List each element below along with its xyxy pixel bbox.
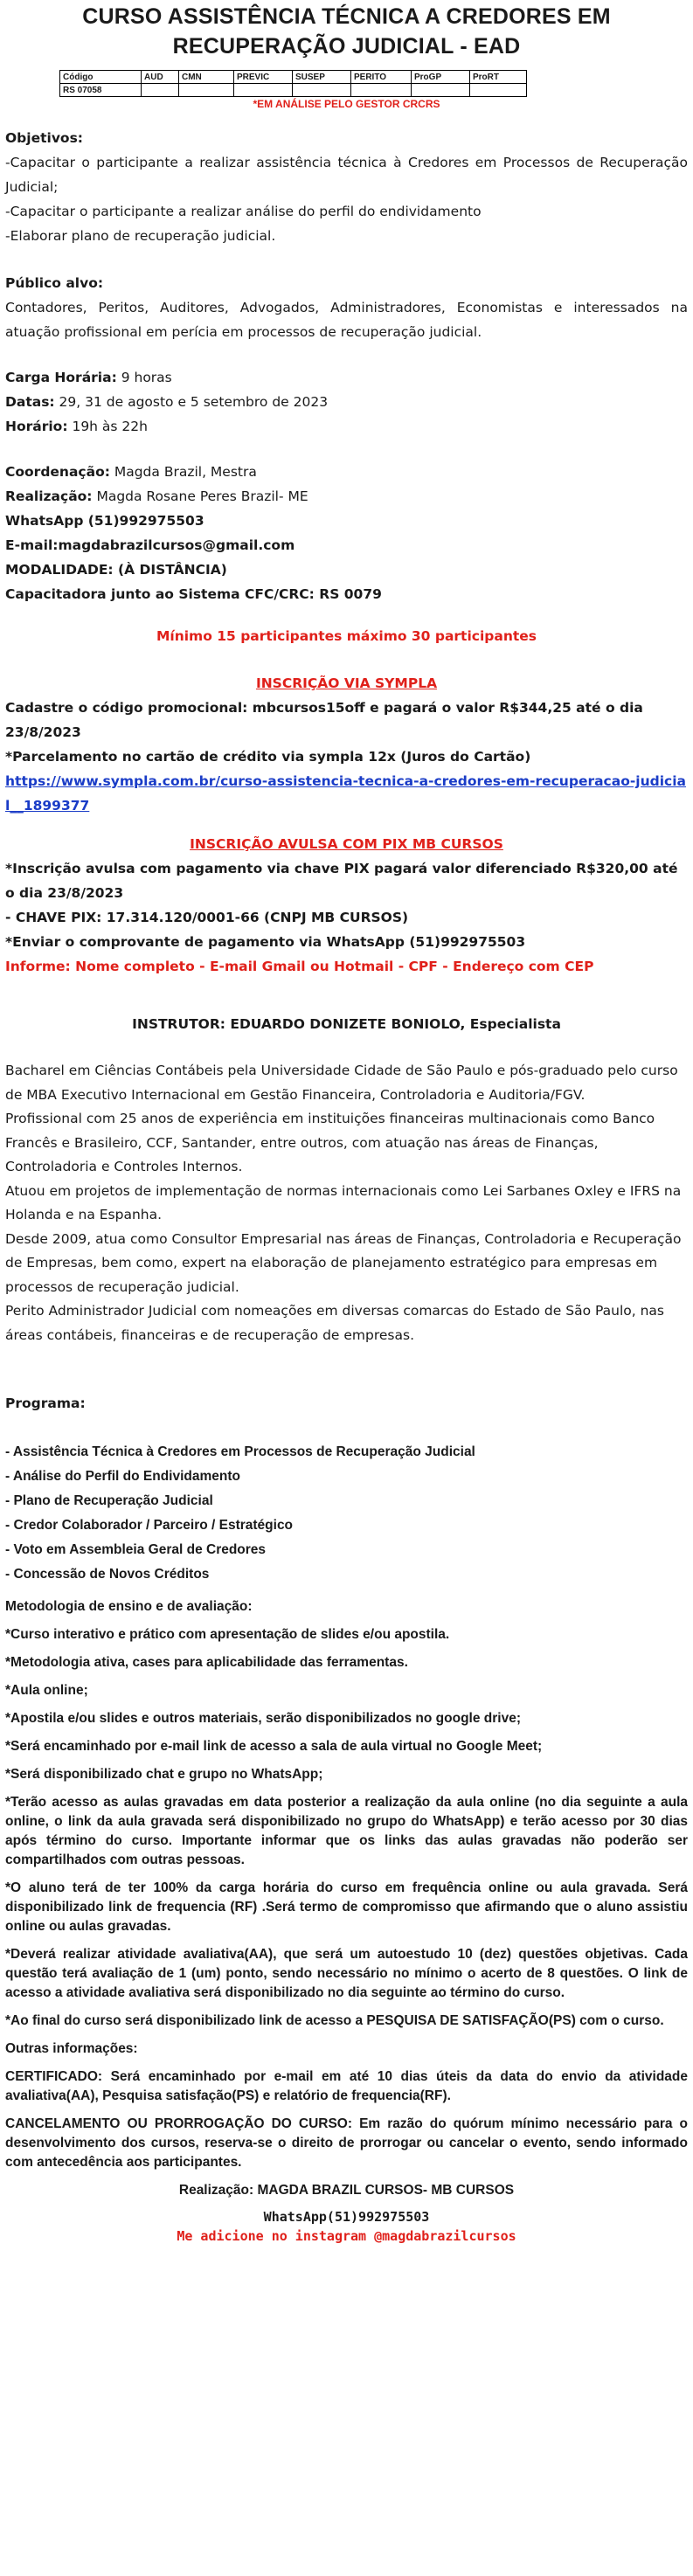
- analysis-note: *EM ANÁLISE PELO GESTOR CRCRS: [253, 98, 440, 110]
- sympla-heading: INSCRIÇÃO VIA SYMPLA: [255, 675, 438, 691]
- methodology-item: *Aula online;: [5, 1683, 88, 1698]
- objectives-heading: Objetivos:: [5, 130, 83, 146]
- workload-label: Carga Horária:: [5, 370, 117, 385]
- sympla-link[interactable]: https://www.sympla.com.br/curso-assistencia-tecnica-a-credores-em-recuperacao-judicial__1899377: [5, 773, 687, 814]
- page-title: CURSO ASSISTÊNCIA TÉCNICA A CREDORES EM RECUPERAÇÃO JUDICIAL - EAD: [82, 4, 611, 59]
- table-header-cell: PERITO: [351, 71, 412, 84]
- methodology-item: *Deverá realizar atividade avaliativa(AA), que será um autoestudo 10 (dez) questões objetivas. Cada questão terá avaliação de 1 (um) ponto, sendo necessário no mínimo o acerto de 8 questões. O link de acesso a atividade avaliativa será disponibilizado no dia seguinte ao término do curso.: [5, 1947, 688, 2000]
- objective-item: -Capacitar o participante a realizar análise do perfil do endividamento: [5, 204, 482, 219]
- methodology-heading: Metodologia de ensino e de avaliação:: [5, 1599, 253, 1614]
- certificate-info: CERTIFICADO: Será encaminhado por e-mail em até 10 dias úteis da data do envio da atividade avaliativa(AA), Pesquisa satisfação(PS) e relatório de frequencia(RF).: [5, 2069, 688, 2103]
- objective-item: -Elaborar plano de recuperação judicial.: [5, 228, 276, 244]
- instructor-bio: [5, 1059, 688, 1347]
- pix-inform: Informe: Nome completo - E-mail Gmail ou Hotmail - CPF - Endereço com CEP: [5, 959, 594, 974]
- methodology-item: *O aluno terá de ter 100% da carga horária do curso em frequência online ou aula gravada. Será disponibilizado link de frequencia (RF) .Será termo de compromisso que afirmando que o aluno assistiu online ou aulas gravadas.: [5, 1880, 688, 1934]
- methodology-item: *Ao final do curso será disponibilizado link de acesso a PESQUISA DE SATISFAÇÃO(PS) com o curso.: [5, 2013, 664, 2028]
- schedule-line: [5, 414, 688, 439]
- accreditation: Capacitadora junto ao Sistema CFC/CRC: RS 0079: [5, 586, 382, 602]
- coordination-line: [5, 460, 688, 484]
- time-value: 19h às 22h: [67, 419, 148, 434]
- table-cell: [142, 84, 179, 97]
- methodology-item: *Será disponibilizado chat e grupo no WhatsApp;: [5, 1767, 323, 1782]
- bio-paragraph: Bacharel em Ciências Contábeis pela Universidade Cidade de São Paulo e pós-graduado pelo curso de MBA Executivo Internacional em Gestão Financeira, Controladoria e Auditoria/FGV.: [5, 1063, 678, 1103]
- bio-paragraph: Desde 2009, atua como Consultor Empresarial nas áreas de Finanças, Controladoria e Recuperação de Empresas, bem como, expert na elaboração de planejamento estratégico para empresas em processos de recuperação judicial.: [5, 1230, 682, 1295]
- whatsapp-contact: WhatsApp (51)992975503: [5, 513, 204, 529]
- list-item: - Análise do Perfil do Endividamento: [5, 1469, 240, 1484]
- sympla-promo: Cadastre o código promocional: mbcursos15off e pagará o valor R$344,25 até o dia 23/8/2023: [5, 700, 643, 740]
- audience-section: [5, 271, 688, 344]
- sympla-section: [5, 671, 688, 818]
- table-cell: [234, 84, 293, 97]
- objectives-section: [5, 126, 688, 248]
- realization-label: Realização:: [5, 488, 93, 504]
- table-header-cell: ProGP: [412, 71, 470, 84]
- table-header-cell: SUSEP: [293, 71, 351, 84]
- table-cell: [179, 84, 234, 97]
- coordination-value: Magda Brazil, Mestra: [109, 464, 257, 480]
- workload-value: 9 horas: [116, 370, 172, 385]
- other-info-heading: Outras informações:: [5, 2041, 138, 2056]
- objective-item: -Capacitar o participante a realizar assistência técnica à Credores em Processos de Recuperação Judicial;: [5, 155, 688, 195]
- email-contact: E-mail:magdabrazilcursos@gmail.com: [5, 537, 295, 553]
- table-header-cell: ProRT: [470, 71, 527, 84]
- list-item: - Voto em Assembleia Geral de Credores: [5, 1542, 267, 1557]
- audience-heading: Público alvo:: [5, 275, 104, 291]
- time-label: Horário:: [5, 419, 68, 434]
- table-cell: [470, 84, 527, 97]
- table-cell: [351, 84, 412, 97]
- workload-line: [5, 365, 688, 390]
- table-header-cell: CMN: [179, 71, 234, 84]
- bio-paragraph: Atuou em projetos de implementação de normas internacionais como Lei Sarbanes Oxley e IFRS na Holanda e na Espanha.: [5, 1182, 682, 1222]
- methodology-item: *Metodologia ativa, cases para aplicabilidade das ferramentas.: [5, 1655, 408, 1670]
- pix-heading: INSCRIÇÃO AVULSA COM PIX MB CURSOS: [190, 836, 503, 852]
- realization-value: Magda Rosane Peres Brazil- ME: [92, 488, 308, 504]
- realization-line: [5, 484, 688, 509]
- cancellation-info: CANCELAMENTO OU PRORROGAÇÃO DO CURSO: Em razão do quórum mínimo necessário para o desenvolvimento dos cursos, reserva-se o direito de prorrogar ou cancelar o evento, sendo informado com antecedência aos participantes.: [5, 2116, 688, 2170]
- footer-instagram: Me adicione no instagram @magdabrazilcursos: [177, 2228, 516, 2244]
- table-row: [60, 84, 527, 97]
- table-cell: [293, 84, 351, 97]
- table-cell: RS 07058: [60, 84, 142, 97]
- methodology-item: *Apostila e/ou slides e outros materiais, serão disponibilizados no google drive;: [5, 1711, 521, 1726]
- sympla-installments: *Parcelamento no cartão de crédito via sympla 12x (Juros do Cartão): [5, 749, 531, 765]
- footer-realization: Realização: MAGDA BRAZIL CURSOS- MB CURSOS: [178, 2183, 515, 2198]
- program-heading: Programa:: [5, 1395, 86, 1411]
- program-list: [5, 1440, 688, 1587]
- schedule-section: [5, 365, 688, 439]
- footer-whatsapp: WhatsApp(51)992975503: [263, 2209, 430, 2225]
- coordination-label: Coordenação:: [5, 464, 110, 480]
- dates-value: 29, 31 de agosto e 5 setembro de 2023: [54, 394, 329, 410]
- list-item: - Assistência Técnica à Credores em Processos de Recuperação Judicial: [5, 1444, 475, 1459]
- methodology-item: *Será encaminhado por e-mail link de acesso a sala de aula virtual no Google Meet;: [5, 1739, 543, 1754]
- audience-text: Contadores, Peritos, Auditores, Advogados, Administradores, Economistas e interessados na atuação profissional em perícia em processos de recuperação judicial.: [5, 300, 688, 340]
- methodology-item: *Terão acesso as aulas gravadas em data posterior a realização da aula online (no dia seguinte a aula online, o link da aula gravada será disponibilizado no grupo do WhatsApp) e terão acesso por 30 dias após término do curso. Importante informar que os links das aulas gravadas não poderão ser compartilhados com outras pessoas.: [5, 1795, 688, 1867]
- dates-label: Datas:: [5, 394, 55, 410]
- pix-section: [5, 832, 688, 979]
- pix-send-receipt: *Enviar o comprovante de pagamento via WhatsApp (51)992975503: [5, 934, 526, 950]
- pix-key: - CHAVE PIX: 17.314.120/0001-66 (CNPJ MB CURSOS): [5, 910, 409, 925]
- table-cell: [412, 84, 470, 97]
- table-header-cell: AUD: [142, 71, 179, 84]
- bio-paragraph: Profissional com 25 anos de experiência em instituições financeiras multinacionais como Banco Francês e Brasileiro, CCF, Santander, entre outros, com atuação nas áreas de Finanças, Controladoria e Controles Internos.: [5, 1111, 655, 1174]
- table-header-cell: PREVIC: [234, 71, 293, 84]
- participants-note: Mínimo 15 participantes máximo 30 participantes: [156, 628, 537, 644]
- course-codes-table: [59, 70, 527, 97]
- modality: MODALIDADE: (À DISTÂNCIA): [5, 562, 227, 578]
- list-item: - Credor Colaborador / Parceiro / Estratégico: [5, 1518, 294, 1533]
- list-item: - Concessão de Novos Créditos: [5, 1567, 210, 1582]
- methodology-item: *Curso interativo e prático com apresentação de slides e/ou apostila.: [5, 1627, 450, 1642]
- table-header-row: [60, 71, 527, 84]
- coordination-section: [5, 460, 688, 606]
- dates-line: [5, 390, 688, 414]
- pix-line-1: *Inscrição avulsa com pagamento via chave PIX pagará valor diferenciado R$320,00 até o dia 23/8/2023: [5, 861, 678, 901]
- table-header-cell: Código: [60, 71, 142, 84]
- instructor-heading: INSTRUTOR: EDUARDO DONIZETE BONIOLO, Especialista: [132, 1016, 561, 1032]
- bio-paragraph: Perito Administrador Judicial com nomeações em diversas comarcas do Estado de São Paulo, nas áreas contábeis, financeiras e de recuperação de empresas.: [5, 1303, 664, 1343]
- list-item: - Plano de Recuperação Judicial: [5, 1493, 213, 1508]
- methodology-section: [5, 1597, 688, 2246]
